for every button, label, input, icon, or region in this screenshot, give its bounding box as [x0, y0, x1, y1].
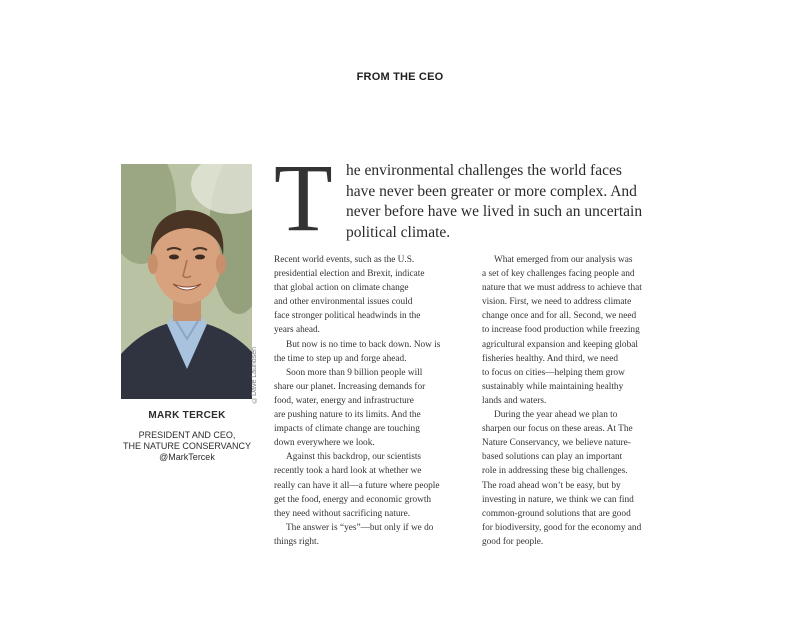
body-line: get the food, energy and economic growth — [274, 494, 432, 505]
author-name: MARK TERCEK — [148, 410, 226, 421]
body-line: Recent world events, such as the U.S. — [274, 255, 415, 265]
body-line: The answer is “yes”—but only if we do — [286, 522, 434, 533]
body-line: share our planet. Increasing demands for — [274, 381, 426, 392]
body-line: Soon more than 9 billion people will — [286, 367, 423, 378]
ceo-portrait-photo — [121, 164, 252, 399]
body-line: face stronger political headwinds in the — [274, 311, 421, 322]
author-title-line: PRESIDENT AND CEO, — [138, 430, 236, 440]
body-line: sharpen our focus on these areas. At The — [482, 424, 633, 435]
lede-line: never before have we lived in such an uncertain — [346, 203, 643, 220]
body-line: things right. — [274, 536, 319, 547]
body-line: But now is no time to back down. Now is — [286, 339, 441, 350]
body-line: down everywhere we look. — [274, 438, 375, 449]
body-line: During the year ahead we plan to — [494, 410, 618, 421]
body-line: and other environmental issues could — [274, 297, 413, 308]
body-line: Against this backdrop, our scientists — [286, 452, 422, 463]
lede-line: he environmental challenges the world faces — [346, 162, 622, 179]
body-line: based solutions can play an important — [482, 452, 623, 463]
photo-credit: ©Dave Lauridsen — [251, 346, 258, 403]
body-line: lands and waters. — [482, 395, 547, 406]
body-line: role in addressing these big challenges. — [482, 466, 628, 477]
body-line: good for people. — [482, 536, 544, 547]
body-line: food, water, energy and infrastructure — [274, 395, 414, 406]
body-line: really can have it all—a future where people — [274, 480, 440, 491]
body-line: to increase food production while freezing — [482, 325, 640, 336]
body-line: fisheries healthy. And third, we need — [482, 353, 618, 364]
body-line: What emerged from our analysis was — [494, 255, 633, 265]
lede-line: have never been greater or more complex. And — [346, 182, 637, 200]
body-line: the time to step up and forge ahead. — [274, 353, 407, 364]
body-line: are pushing nature to its limits. And the — [274, 410, 421, 421]
body-line: nature that we must address to achieve that — [482, 283, 642, 294]
author-social-handle[interactable]: @MarkTercek — [159, 452, 215, 462]
body-line: common-ground solutions that are good — [482, 508, 631, 519]
lede-text — [346, 161, 686, 243]
body-line: Nature Conservancy, we believe nature- — [482, 438, 631, 449]
body-line: to focus on cities—helping them grow — [482, 367, 625, 378]
author-organization: THE NATURE CONSERVANCY — [122, 441, 252, 451]
body-line: years ahead. — [274, 325, 320, 336]
body-line: agricultural expansion and keeping global — [482, 339, 638, 350]
body-line: a set of key challenges facing people and — [482, 269, 635, 280]
body-line: change once and for all. Second, we need — [482, 311, 637, 322]
body-line: sustainably while maintaining healthy — [482, 381, 624, 392]
section-label: FROM THE CEO — [356, 71, 444, 83]
body-column-right — [482, 253, 686, 549]
body-line: presidential election and Brexit, indicate — [274, 269, 425, 280]
body-column-left — [274, 253, 478, 549]
body-line: that global action on climate change — [274, 283, 409, 294]
body-line: they need without sacrificing nature. — [274, 508, 411, 519]
body-line: for biodiversity, good for the economy and — [482, 522, 642, 533]
body-line: The road ahead won’t be easy, but by — [482, 480, 621, 491]
drop-cap: T — [274, 144, 333, 251]
lede-line: political climate. — [346, 223, 451, 241]
body-line: vision. First, we need to address climate — [482, 297, 632, 308]
author-block — [112, 410, 262, 463]
body-line: investing in nature, we think we can find — [482, 494, 634, 505]
body-line: impacts of climate change are touching — [274, 424, 420, 435]
body-line: recently took a hard look at whether we — [274, 466, 422, 477]
